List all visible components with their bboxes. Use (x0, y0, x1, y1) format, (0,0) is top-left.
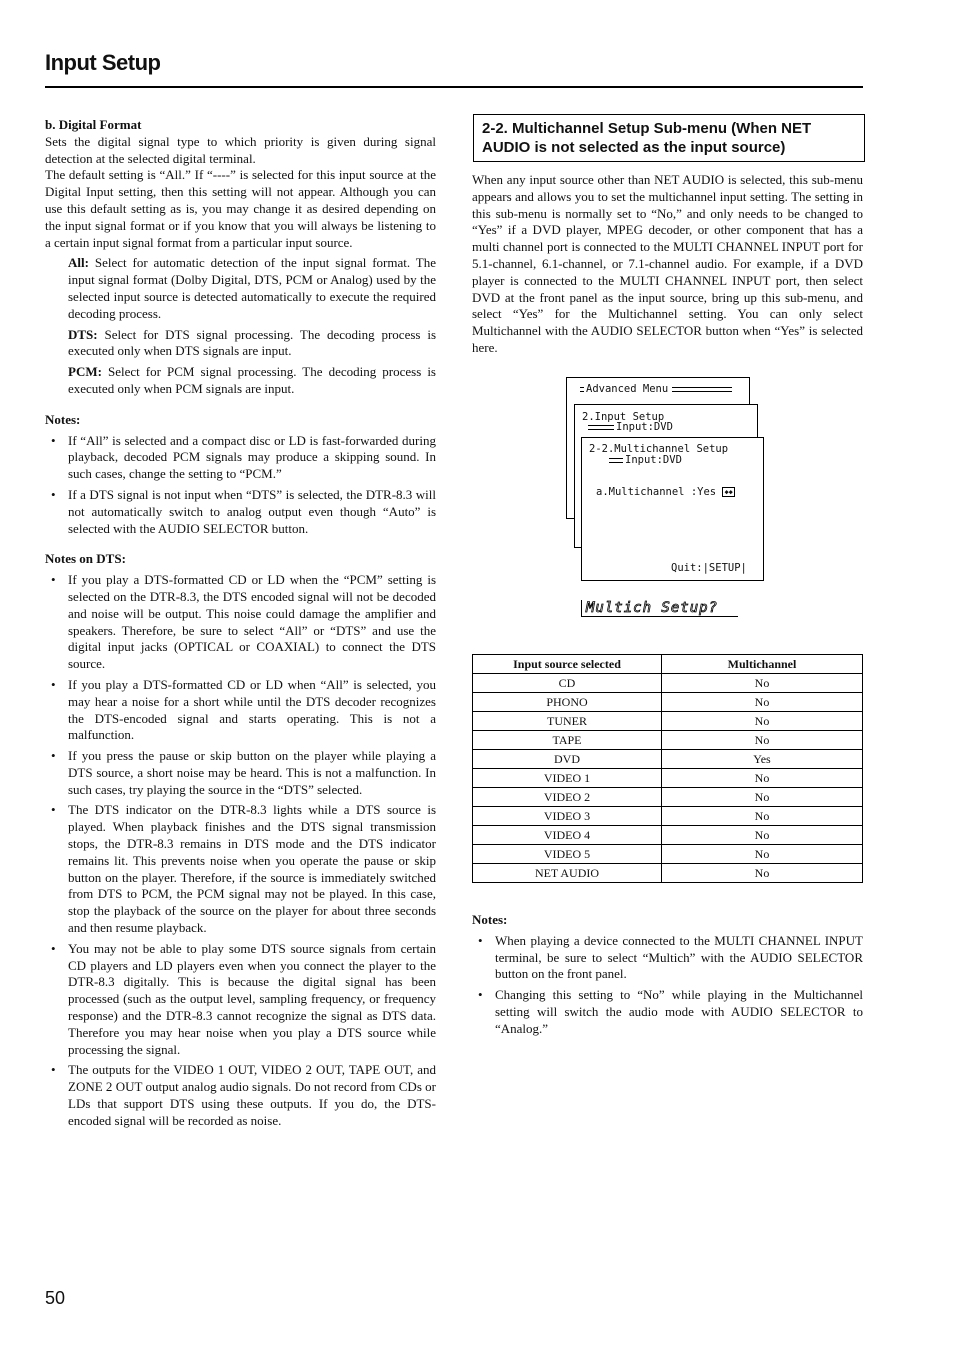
table-cell: VIDEO 2 (473, 788, 662, 807)
table-cell: DVD (473, 750, 662, 769)
multichannel-table (472, 654, 863, 883)
table-row (473, 674, 863, 693)
dts-notes-heading: Notes on DTS: (45, 551, 126, 567)
right-notes (472, 912, 863, 1042)
dts-notes-list (45, 572, 436, 1130)
option-text: Select for DTS signal processing. The decoding process is executed only when DTS signals are input. (68, 326, 436, 359)
table-row (473, 731, 863, 750)
list-item: • Changing this setting to “No” while playing in the Multichannel setting will switch the audio mode with AUDIO SELECTOR to “Analog.” (472, 987, 863, 1037)
table-row (473, 769, 863, 788)
notes-list (45, 433, 436, 538)
table-row (473, 750, 863, 769)
table-cell: No (662, 864, 863, 883)
osd-multichannel-item: a.Multichannel :Yes (596, 486, 717, 498)
option-text: Select for PCM signal processing. The decoding process is executed only when PCM signals are input. (68, 364, 436, 396)
page-number: 50 (45, 1288, 66, 1308)
select-cursor-icon: ◆◆ (724, 488, 733, 496)
list-item: • The outputs for the VIDEO 1 OUT, VIDEO 2 OUT, TAPE OUT, and ZONE 2 OUT output analog audio signals. Do not record from CDs or LDs that support DTS using these outputs. If you do, the DTS-encoded signal will be recorded as noise. (45, 1062, 436, 1129)
list-item: • If you play a DTS-formatted CD or LD when the “PCM” setting is selected on the DTR-8.3, the DTS encoded signal will not be decoded and noise will be output. This noise could damage the amplifier and speakers. Therefore, be sure to select “All” or “DTS” and use the digital input jacks (OPTICAL or COAXIAL) to connect the DTS source. (45, 572, 436, 673)
table-cell: VIDEO 3 (473, 807, 662, 826)
option-text: Select for automatic detection of the input signal format. The input signal format (Dolby Digital, DTS, PCM or Analog) used by the selected input source is detected automatically to execute the required decoding process. (68, 255, 436, 321)
table-cell: PHONO (473, 693, 662, 712)
intro-paragraph: The default setting is “All.” If “----” is selected for this input source at the Digital Input setting, then this setting will not appear. Although you can use this default setting as is, you may change it as desired depending on the input signal format or if you know that you will always be listening to a certain input signal format from a particular input source. (45, 167, 436, 250)
table-row (473, 845, 863, 864)
table-row (473, 693, 863, 712)
option-pcm (45, 364, 436, 398)
table-row (473, 864, 863, 883)
table-header-row (473, 655, 863, 674)
table-cell: No (662, 693, 863, 712)
option-dts (45, 327, 436, 361)
list-item: • If you play a DTS-formatted CD or LD when “All” is selected, you may hear a noise for a short while until the DTS decoder recognizes the DTS-encoded signal and starts operating. This is not a malfunction. (45, 677, 436, 744)
osd-menu-title: 2.Input Setup (582, 411, 665, 423)
body-paragraph: When any input source other than NET AUDIO is selected, this sub-menu appears and allows you to set the multichannel input setting. The setting in this sub-menu is normally set to “No,” and only needs to be changed to “Yes” if a DVD player, MPEG decoder, or other component that has a multi channel port is connected to the MULTI CHANNEL INPUT port for 5.1-channel, 6.1-channel, or 7.1-channel audio. For example, if a DVD player is connected to the MULTI CHANNEL INPUT port, then select DVD at the front panel as the input source, bring up this sub-menu, and select “Yes” for the Multichannel setting. You can only select Multichannel with the AUDIO SELECTOR button when “Yes” is selected here. (472, 172, 863, 355)
list-item: • The DTS indicator on the DTR-8.3 lights while a DTS source is played. When playback finishes and the DTS signal transmission stops, the DTR-8.3 remains in DTS mode and the DTS indicator remains lit. This prevents noise when you operate the pause or skip button on the player. Therefore, if the source is immediately switched from DTS to PCM, the PCM signal may not be played. In this case, stop the playback of the source on the player for about three seconds and then resume playback. (45, 802, 436, 936)
table-cell: No (662, 845, 863, 864)
table-cell: VIDEO 4 (473, 826, 662, 845)
table-row (473, 807, 863, 826)
option-label: DTS: (68, 326, 98, 342)
notes-heading: Notes: (45, 411, 81, 427)
table-cell: NET AUDIO (473, 864, 662, 883)
table-row (473, 712, 863, 731)
table-cell: TUNER (473, 712, 662, 731)
list-item: • If a DTS signal is not input when “DTS” is selected, the DTR-8.3 will not automatically switch to analog output even though “Auto” is selected with the AUDIO SELECTOR button. (45, 487, 436, 537)
list-item: • If you press the pause or skip button on the player while playing a DTS source, a short noise may be heard. This is not a malfunction. In such cases, try playing the source in the “DTS” selected. (45, 748, 436, 798)
left-column (45, 117, 436, 1134)
table-cell: Yes (662, 750, 863, 769)
title-rule (45, 86, 863, 88)
table-row (473, 826, 863, 845)
table-cell: VIDEO 5 (473, 845, 662, 864)
table-cell: No (662, 788, 863, 807)
table-row (473, 788, 863, 807)
page-title: Input Setup (45, 50, 161, 75)
table-cell: TAPE (473, 731, 662, 750)
osd-menu-subtitle: Input:DVD (625, 454, 682, 466)
table-cell: No (662, 712, 863, 731)
notes-list (472, 933, 863, 1038)
table-cell: No (662, 731, 863, 750)
table-cell: No (662, 826, 863, 845)
notes-heading: Notes: (472, 912, 508, 927)
list-item: • If “All” is selected and a compact disc or LD is fast-forwarded during playback, decoded PCM signals may produce a skipping sound. In such cases, change the setting to “PCM.” (45, 433, 436, 483)
table-cell: No (662, 807, 863, 826)
osd-menu-subtitle: Input:DVD (616, 421, 673, 433)
table-header: Input source selected (473, 655, 662, 674)
front-panel-display (581, 600, 738, 617)
osd-window-multichannel-setup (581, 437, 764, 581)
option-label: PCM: (68, 364, 102, 380)
list-item: • You may not be able to play some DTS source signals from certain CD players and LD players even when you connect the player to the DTR-8.3 digitally. This is because the digital signal has been processed (such as the output level, sampling frequency, or frequency response) and the DTR-8.3 cannot recognize the signal as DTS data. Therefore you may hear noise when you play a DTS source while processing the signal. (45, 941, 436, 1059)
table-header: Multichannel (662, 655, 863, 674)
table-cell: CD (473, 674, 662, 693)
osd-quit-hint: Quit:|SETUP| (671, 562, 747, 574)
list-item: • When playing a device connected to the MULTI CHANNEL INPUT terminal, be sure to select “Multich” with the AUDIO SELECTOR button on the front panel. (472, 933, 863, 983)
option-all (45, 255, 436, 322)
right-body (472, 172, 863, 357)
osd-menu-title: Advanced Menu (586, 383, 669, 395)
osd-menu-title: 2-2.Multichannel Setup (589, 443, 729, 455)
table-cell: No (662, 674, 863, 693)
intro-paragraph: Sets the digital signal type to which priority is given during signal detection at the selected digital terminal. (45, 133, 436, 166)
table-cell: No (662, 769, 863, 788)
subsection-heading-box: 2-2. Multichannel Setup Sub-menu (When NET AUDIO is not selected as the input source) (473, 114, 865, 162)
display-text: Multich Setup? (586, 600, 719, 616)
option-label: All: (68, 255, 89, 271)
section-heading: b. Digital Format (45, 117, 142, 132)
table-cell: VIDEO 1 (473, 769, 662, 788)
